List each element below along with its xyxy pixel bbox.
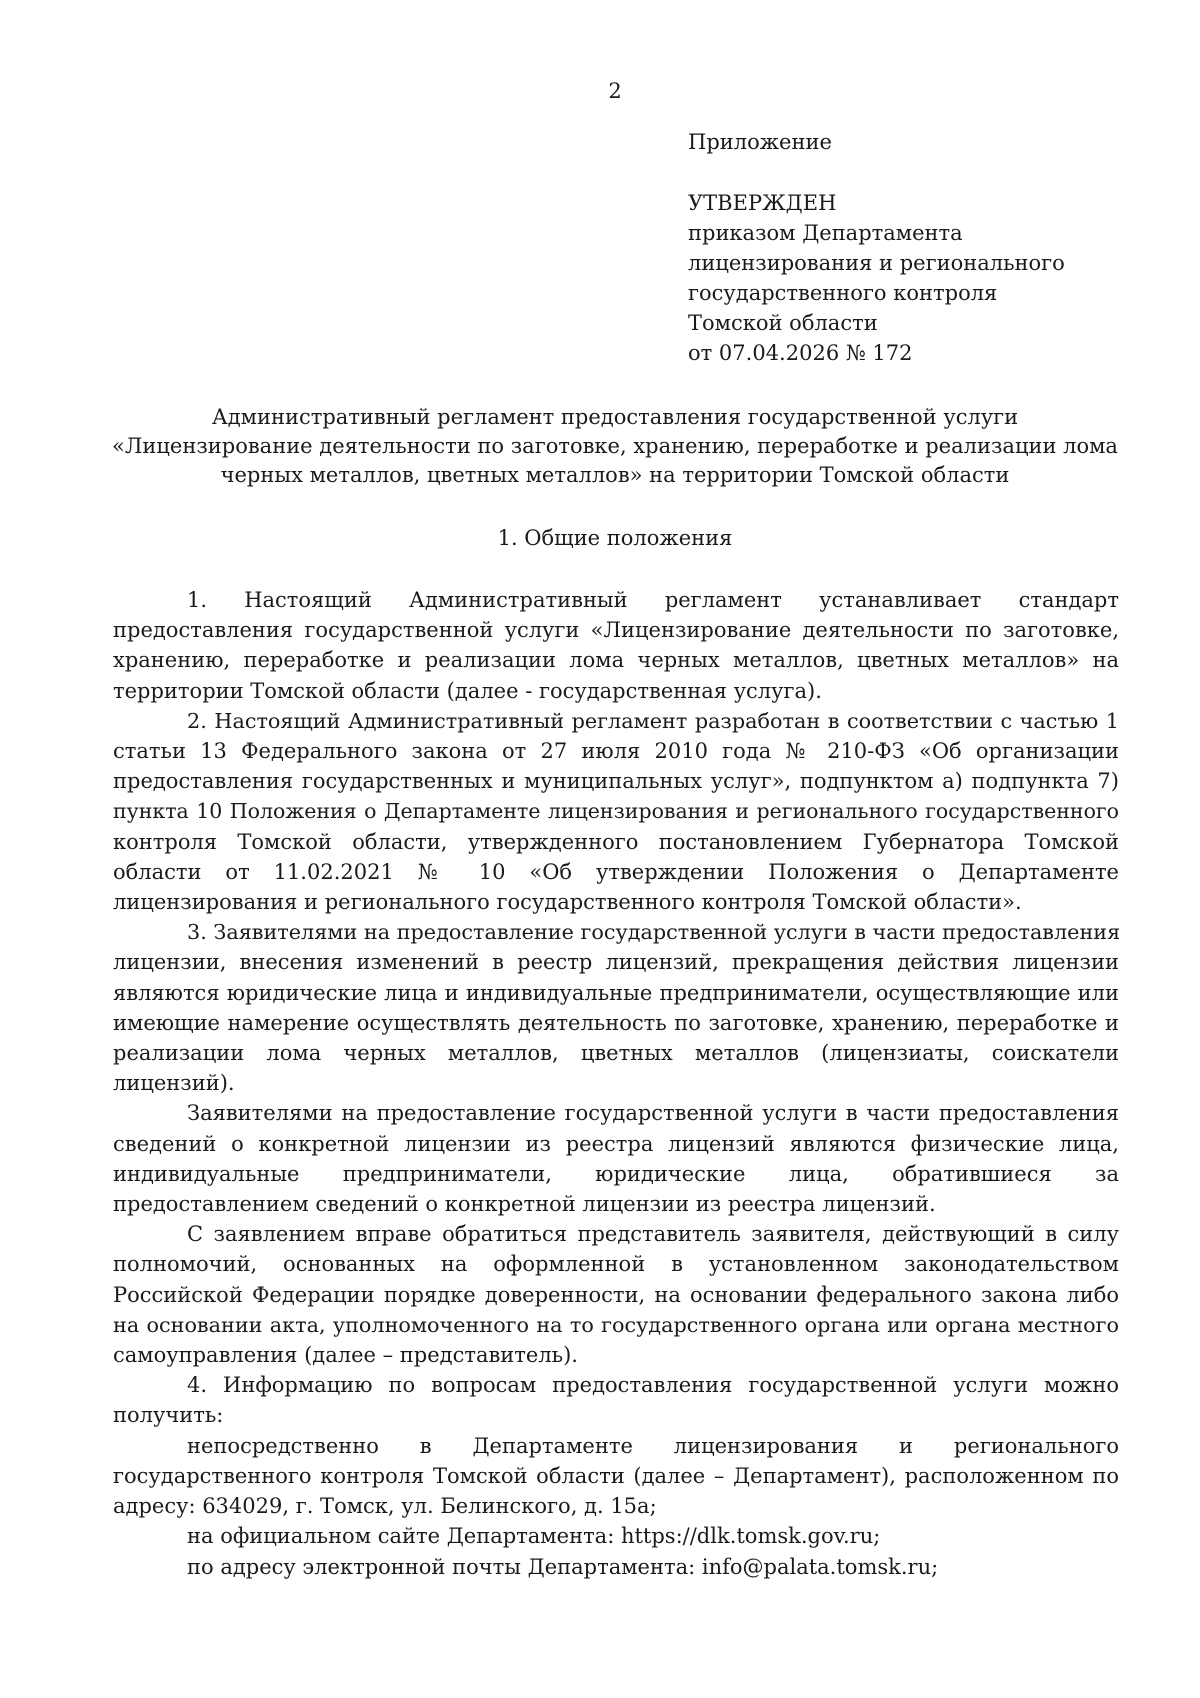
- paragraph-line: адресу: 634029, г. Томск, ул. Белинского, д. 15а;: [113, 1494, 657, 1519]
- paragraph-line: непосредственно в Департаменте лицензирования и регионального: [187, 1433, 1119, 1458]
- paragraph-line: 2. Настоящий Административный регламент разработан в соответствии с частью 1: [187, 708, 1119, 733]
- paragraph-line: предоставления государственных и муниципальных услуг», подпунктом а) подпункта 7): [113, 769, 1119, 794]
- appendix-label: Приложение: [688, 130, 832, 154]
- paragraph-line: получить:: [113, 1403, 224, 1428]
- body-text: [113, 585, 1119, 1582]
- paragraph-line: лицензирования и регионального государственного контроля Томской области».: [113, 890, 1022, 915]
- paragraph-line: 4. Информацию по вопросам предоставления государственной услуги можно: [187, 1373, 1119, 1398]
- page-number: 2: [608, 79, 622, 103]
- paragraph-line: самоуправления (далее – представитель).: [113, 1343, 578, 1368]
- paragraph-line: хранению, переработке и реализации лома черных металлов, цветных металлов» на: [113, 648, 1119, 673]
- document-title: [112, 403, 1118, 490]
- approval-line: приказом Департамента: [688, 221, 963, 245]
- paragraph-line: Российской Федерации порядке доверенности, на основании федерального закона либо: [113, 1282, 1119, 1307]
- title-line: черных металлов, цветных металлов» на территории Томской области: [220, 463, 1010, 487]
- paragraph-line: индивидуальные предприниматели, юридические лица, обратившиеся за: [113, 1161, 1119, 1186]
- title-line: Административный регламент предоставления государственной услуги: [211, 405, 1019, 429]
- paragraph-line: предоставлением сведений о конкретной лицензии из реестра лицензий.: [113, 1192, 936, 1217]
- paragraph-line: области от 11.02.2021 № 10 «Об утверждении Положения о Департаменте: [113, 859, 1119, 884]
- paragraph-line: на основании акта, уполномоченного на то государственного органа или органа местного: [113, 1312, 1119, 1337]
- paragraph-line: С заявлением вправе обратиться представитель заявителя, действующий в силу: [187, 1222, 1119, 1247]
- paragraph-line: сведений о конкретной лицензии из реестра лицензий являются физические лица,: [113, 1131, 1119, 1156]
- approval-line: УТВЕРЖДЕН: [688, 191, 837, 215]
- paragraph-line: предоставления государственной услуги «Лицензирование деятельности по заготовке,: [113, 618, 1119, 643]
- paragraph-line: реализации лома черных металлов, цветных металлов (лицензиаты, соискатели: [113, 1041, 1119, 1066]
- approval-line: Томской области: [688, 311, 878, 335]
- approval-line: лицензирования и регионального: [688, 251, 1065, 275]
- paragraph-line: 3. Заявителями на предоставление государственной услуги в части предоставления: [187, 920, 1121, 945]
- paragraph-line: государственного контроля Томской области (далее – Департамент), расположенном по: [113, 1463, 1119, 1488]
- paragraph-line: территории Томской области (далее - государственная услуга).: [113, 678, 822, 703]
- website-line: на официальном сайте Департамента: https://dlk.tomsk.gov.ru;: [187, 1524, 881, 1549]
- paragraph-line: полномочий, основанных на оформленной в установленном законодательством: [113, 1252, 1119, 1277]
- paragraph-line: статьи 13 Федерального закона от 27 июля 2010 года № 210-ФЗ «Об организации: [113, 739, 1119, 764]
- title-line: «Лицензирование деятельности по заготовке, хранению, переработке и реализации лома: [112, 434, 1118, 458]
- paragraph-line: являются юридические лица и индивидуальные предприниматели, осуществляющие или: [113, 980, 1119, 1005]
- paragraph-line: контроля Томской области, утвержденного постановлением Губернатора Томской: [113, 829, 1119, 854]
- paragraph-line: пункта 10 Положения о Департаменте лицензирования и регионального государственного: [113, 799, 1119, 824]
- section-heading: 1. Общие положения: [497, 526, 733, 550]
- paragraph-line: лицензии, внесения изменений в реестр лицензий, прекращения действия лицензии: [113, 950, 1119, 975]
- paragraph-line: имеющие намерение осуществлять деятельность по заготовке, хранению, переработке и: [113, 1010, 1119, 1035]
- paragraph-line: Заявителями на предоставление государственной услуги в части предоставления: [187, 1101, 1119, 1126]
- approval-date-number: от 07.04.2026 № 172: [688, 341, 913, 365]
- paragraph-line: 1. Настоящий Административный регламент устанавливает стандарт: [187, 588, 1119, 612]
- approval-block: [688, 127, 1148, 368]
- email-line: по адресу электронной почты Департамента: info@palata.tomsk.ru;: [187, 1554, 939, 1579]
- paragraph-line: лицензий).: [113, 1071, 235, 1096]
- approval-line: государственного контроля: [688, 281, 998, 305]
